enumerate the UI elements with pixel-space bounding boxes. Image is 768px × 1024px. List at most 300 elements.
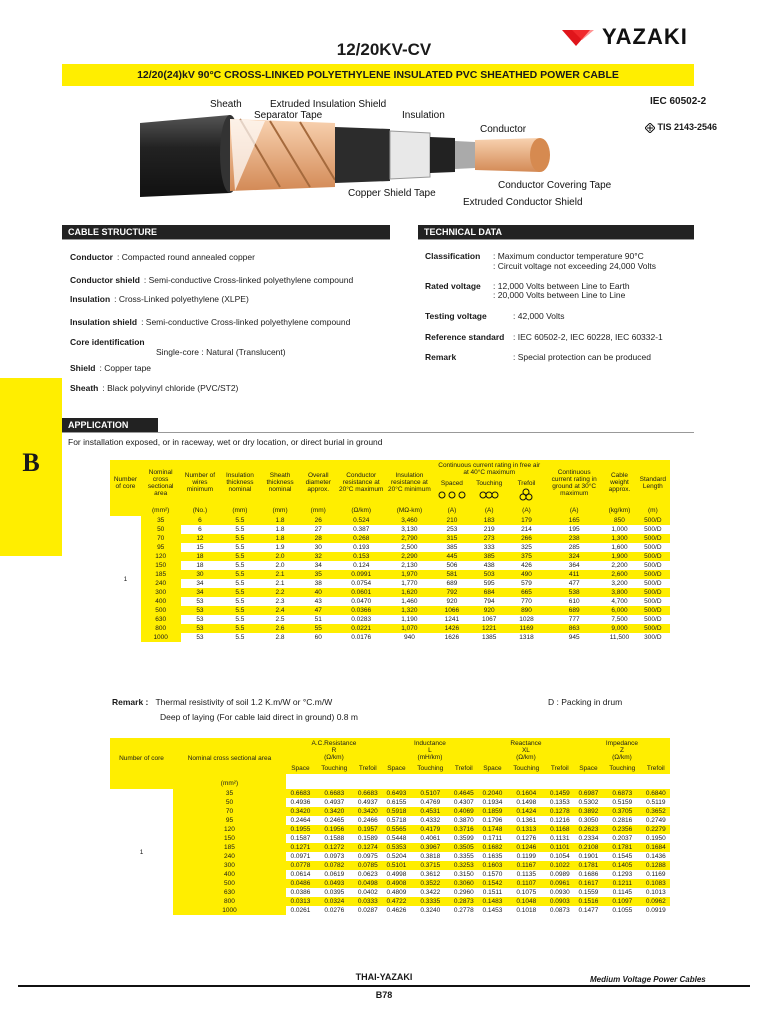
table-cell: 500/D — [644, 562, 662, 569]
table-cell: 0.0614 — [290, 871, 311, 878]
table-row — [110, 825, 670, 834]
table-cell: 2,790 — [386, 534, 434, 543]
table-cell: 0.1018 — [516, 907, 537, 914]
table-cell: 0.1361 — [516, 817, 537, 824]
table-cell: 95 — [173, 816, 286, 825]
table-cell: 0.6873 — [603, 789, 642, 798]
table-cell: 1221 — [471, 624, 508, 633]
table-cell: 53 — [196, 616, 204, 623]
table-cell: 477 — [568, 580, 580, 587]
table-cell: 240 — [173, 852, 286, 861]
label-copper-shield-tape: Copper Shield Tape — [348, 188, 436, 199]
table-row — [110, 516, 670, 525]
table-cell: 0.1101 — [546, 843, 574, 852]
table-row — [110, 888, 670, 897]
table-cell: 0.1570 — [482, 871, 503, 878]
table-cell: 2.1 — [275, 580, 285, 587]
table-cell: 185 — [141, 570, 181, 579]
td-row-circuit: : Circuit voltage not exceeding 24,000 Volts — [493, 261, 657, 271]
table-cell: 500 — [141, 606, 181, 615]
th-air-current: Continuous current rating in free air at 40°C maximum — [433, 460, 545, 478]
table-cell: 325 — [521, 544, 532, 551]
table-cell: 30 — [181, 570, 220, 579]
table-row — [110, 543, 670, 552]
table-cell: 0.5119 — [646, 799, 666, 806]
table-row — [110, 870, 670, 879]
table-cell: 0.1686 — [578, 871, 599, 878]
label-extruded-conductor-shield: Extruded Conductor Shield — [463, 197, 583, 208]
th2-core: Number of core — [110, 738, 173, 778]
th-core: Number of core — [110, 460, 141, 505]
application-heading: APPLICATION — [62, 418, 158, 432]
table-row — [110, 843, 670, 852]
table-row — [110, 816, 670, 825]
th2-spacer — [286, 778, 670, 789]
table-cell: 0.2108 — [574, 843, 603, 852]
table1-units-row — [110, 505, 670, 516]
table-cell: 5.5 — [219, 606, 260, 615]
remark-packing: D : Packing in drum — [548, 697, 623, 707]
table-cell: 18 — [196, 562, 204, 569]
table-cell: 0.1436 — [645, 853, 666, 860]
table-cell: 2,200 — [611, 562, 628, 569]
table-row — [110, 624, 670, 633]
table-cell: 240 — [141, 579, 181, 588]
table-cell: 0.0619 — [324, 871, 345, 878]
table-cell: 2.0 — [275, 562, 285, 569]
divider — [418, 239, 694, 240]
table-cell: 1385 — [481, 634, 497, 641]
table-cell: 70 — [141, 534, 181, 543]
cs-row-insulation-shield: Insulation shield : Semi-conductive Cross-linked polyethylene compound — [70, 317, 351, 327]
table-cell: 684 — [471, 588, 508, 597]
th-wires: Number of wires minimum — [181, 460, 220, 505]
td-row-classification: Classification : Maximum conductor temperature 90°C — [425, 251, 644, 261]
unit: (MΩ-km) — [386, 505, 434, 516]
table-cell: 0.2816 — [612, 817, 633, 824]
table-cell: 0.2749 — [645, 817, 666, 824]
th-insulation-resistance: Insulation resistance at 20°C minimum — [386, 460, 434, 505]
table-cell: 438 — [483, 562, 495, 569]
remark-depth: Deep of laying (For cable laid direct in ground) 0.8 m — [160, 712, 358, 722]
table2-body — [110, 789, 670, 915]
table-row — [110, 561, 670, 570]
table-cell: 0.0486 — [286, 879, 315, 888]
technical-data-section — [418, 225, 694, 240]
table-cell: 0.4769 — [420, 799, 441, 806]
table-cell: 0.1748 — [478, 825, 507, 834]
table-cell: 385 — [446, 544, 458, 551]
th-weight: Cable weight approx. — [603, 460, 636, 505]
table-cell: 5.5 — [219, 552, 260, 561]
table-cell: 0.0221 — [337, 624, 386, 633]
table-cell: 2.8 — [275, 634, 285, 641]
table-cell: 285 — [568, 544, 580, 551]
th-trefoil: Trefoil — [508, 478, 545, 505]
sub-header: Trefoil — [642, 763, 670, 774]
table-cell: 53 — [181, 606, 220, 615]
table-cell: 0.1682 — [478, 843, 507, 852]
page-number: B78 — [375, 990, 393, 1000]
table-cell: 0.4809 — [386, 889, 407, 896]
table-cell: 426 — [521, 562, 532, 569]
table-cell: 0.1901 — [578, 853, 599, 860]
table-cell: 9,000 — [603, 624, 636, 633]
table-row — [110, 807, 670, 816]
technical-data-heading: TECHNICAL DATA — [418, 225, 694, 239]
table-cell: 1028 — [519, 616, 534, 623]
td-row-testing-voltage: Testing voltage : 42,000 Volts — [425, 311, 565, 321]
table-cell: 0.3420 — [315, 807, 354, 816]
table-cell: 0.6683 — [354, 789, 382, 798]
table-cell: 0.0470 — [351, 598, 372, 605]
table-cell: 777 — [568, 616, 580, 623]
table-cell: 219 — [483, 526, 495, 533]
table-cell: 0.0395 — [324, 889, 345, 896]
table-cell: 324 — [545, 552, 603, 561]
table-cell: 3,800 — [603, 588, 636, 597]
table-cell: 0.5101 — [382, 861, 411, 870]
table-cell: 0.0782 — [315, 861, 354, 870]
table-cell: 2.5 — [275, 616, 285, 623]
table-cell: 0.1587 — [290, 835, 311, 842]
table-cell: 165 — [545, 516, 603, 525]
subtitle: 12/20(24)kV 90°C CROSS-LINKED POLYETHYLENE INSULATED PVC SHEATHED POWER CABLE — [137, 69, 619, 81]
subtitle-bar — [62, 64, 694, 86]
table-cell: 15 — [196, 544, 204, 551]
table-cell: 43 — [314, 598, 322, 605]
table-cell: 0.0971 — [290, 853, 311, 860]
table-cell: 35 — [173, 789, 286, 798]
table-cell: 0.3050 — [578, 817, 599, 824]
label-insulation: Insulation — [402, 110, 445, 121]
table-cell: 0.1169 — [646, 871, 666, 878]
table-cell: 300 — [173, 861, 286, 870]
table-cell: 0.0493 — [315, 879, 354, 888]
table-cell: 0.4937 — [357, 799, 378, 806]
table-cell: 6,000 — [603, 606, 636, 615]
table-cell: 0.4626 — [386, 907, 407, 914]
cs-row-conductor-shield: Conductor shield : Semi-conductive Cross-linked polyethylene compound — [70, 275, 354, 285]
unit: (A) — [433, 505, 470, 516]
table-row — [110, 597, 670, 606]
th-diameter: Overall diameter approx. — [300, 460, 337, 505]
table-cell: 0.2623 — [574, 825, 603, 834]
page-title: 12/20KV-CV — [336, 40, 432, 59]
table-cell: 1,600 — [611, 544, 628, 551]
table-cell: 3,130 — [401, 526, 418, 533]
table-cell: 0.1934 — [482, 799, 503, 806]
table-cell: 0.6987 — [574, 789, 603, 798]
sub-header: Trefoil — [546, 763, 574, 774]
table-cell: 0.1956 — [315, 825, 354, 834]
table-cell: 500/D — [636, 552, 670, 561]
table-cell: 445 — [433, 552, 470, 561]
sub-header: Space — [478, 763, 507, 774]
table-cell: 0.1542 — [478, 879, 507, 888]
th2-unit: (mm²) — [173, 778, 286, 789]
table-cell: 0.3505 — [450, 843, 478, 852]
table-cell: 0.0919 — [645, 907, 666, 914]
table-cell: 794 — [483, 598, 495, 605]
table-cell: 689 — [446, 580, 458, 587]
unit: (kg/km) — [603, 505, 636, 516]
cs-row-conductor: Conductor : Compacted round annealed copper — [70, 252, 255, 262]
table-cell: 6 — [181, 516, 220, 525]
cs-row-core-identification: Core identification — [70, 337, 145, 347]
table-row — [110, 879, 670, 888]
table-cell: 920 — [446, 598, 458, 605]
table-cell: 0.0975 — [357, 853, 378, 860]
table-row — [110, 570, 670, 579]
table-cell: 27 — [314, 526, 322, 533]
cable-structure-section — [62, 225, 390, 240]
table-cell: 0.6683 — [286, 789, 315, 798]
table-cell: 1241 — [444, 616, 460, 623]
table-cell: 0.0989 — [549, 871, 570, 878]
table-cell: 0.524 — [337, 516, 386, 525]
table-cell: 0.0176 — [351, 634, 372, 641]
application-section — [62, 418, 694, 447]
table-cell: 500/D — [636, 624, 670, 633]
table-cell: 0.4307 — [453, 799, 474, 806]
table-row — [110, 834, 670, 843]
table-cell: 53 — [196, 598, 204, 605]
table-cell: 945 — [568, 634, 580, 641]
table-cell: 500/D — [644, 580, 662, 587]
table-cell: 0.2037 — [612, 835, 633, 842]
table-cell: 0.0991 — [337, 570, 386, 579]
table-cell: 800 — [173, 897, 286, 906]
sub-header: Space — [286, 763, 315, 774]
cable-structure-heading: CABLE STRUCTURE — [62, 225, 390, 239]
table-cell: 500/D — [644, 598, 662, 605]
table-cell: 120 — [141, 552, 181, 561]
table-cell: 179 — [508, 516, 545, 525]
table-cell: 0.3253 — [450, 861, 478, 870]
table-cell: 40 — [300, 588, 337, 597]
table-cell: 35 — [300, 570, 337, 579]
table-cell: 0.1424 — [507, 807, 546, 816]
table-cell: 0.5565 — [382, 825, 411, 834]
table-cell: 0.5204 — [386, 853, 407, 860]
table-cell: 95 — [141, 543, 181, 552]
table-cell: 60 — [314, 634, 322, 641]
table-cell: 863 — [545, 624, 603, 633]
table-cell: 0.1055 — [612, 907, 633, 914]
th2-reactance: Reactance XL (Ω/km) — [478, 738, 574, 763]
table-cell: 195 — [568, 526, 580, 533]
table-cell: 0.0961 — [546, 879, 574, 888]
table-row — [110, 579, 670, 588]
table-cell: 53 — [196, 634, 204, 641]
table-cell: 0.268 — [337, 534, 386, 543]
table-cell: 0.1272 — [315, 843, 354, 852]
table-cell: 0.1477 — [578, 907, 599, 914]
table-cell: 0.3599 — [453, 835, 474, 842]
unit: (A) — [508, 505, 545, 516]
table-cell: 0.1167 — [507, 861, 546, 870]
table-cell: 1.8 — [260, 516, 299, 525]
remark-line: Remark : Thermal resistivity of soil 1.2 K.m/W or °C.m/W — [112, 697, 333, 707]
table-cell: 538 — [545, 588, 603, 597]
table-cell: 3,460 — [386, 516, 434, 525]
table-cell: 0.2465 — [324, 817, 345, 824]
table-row — [110, 897, 670, 906]
table-cell: 411 — [545, 570, 603, 579]
table-cell: 500/D — [644, 616, 662, 623]
table-cell: 0.387 — [353, 526, 370, 533]
table-cell: 0.1957 — [354, 825, 382, 834]
table-cell: 5.5 — [219, 624, 260, 633]
table-cell: 2.6 — [260, 624, 299, 633]
table-cell: 2,500 — [401, 544, 418, 551]
th-sheath: Sheath thickness nominal — [260, 460, 299, 505]
table-cell: 0.1135 — [516, 871, 536, 878]
table-row — [110, 534, 670, 543]
table-cell: 0.3060 — [450, 879, 478, 888]
unit: (m) — [636, 505, 670, 516]
unit: (mm) — [260, 505, 299, 516]
table-cell: 0.1353 — [549, 799, 570, 806]
table-cell: 300/D — [644, 634, 662, 641]
table-row — [110, 798, 670, 807]
table-cell: 500/D — [636, 516, 670, 525]
table-cell: 1426 — [433, 624, 470, 633]
table-cell: 0.1955 — [286, 825, 315, 834]
table-cell: 0.5302 — [578, 799, 599, 806]
table-cell: 0.0903 — [546, 897, 574, 906]
table-cell: 0.1276 — [516, 835, 537, 842]
trefoil-cables-icon — [511, 487, 541, 501]
table-cell: 0.3150 — [453, 871, 474, 878]
table-cell: 38 — [314, 580, 322, 587]
table-cell: 610 — [568, 598, 580, 605]
table-cell: 0.0313 — [286, 897, 315, 906]
table-cell: 0.1107 — [507, 879, 546, 888]
table-cell: 1318 — [519, 634, 534, 641]
table-cell: 0.153 — [337, 552, 386, 561]
table-cell: 150 — [173, 834, 286, 843]
table-cell: 2,130 — [401, 562, 418, 569]
table-cell: 0.0287 — [357, 907, 378, 914]
brand-name: YAZAKI — [602, 24, 688, 49]
table-cell: 0.0623 — [357, 871, 378, 878]
table-cell: 0.3355 — [453, 853, 474, 860]
table-cell: 5.5 — [235, 544, 245, 551]
sub-header: Touching — [411, 763, 450, 774]
table-cell: 5.5 — [235, 616, 245, 623]
table-cell: 1,300 — [603, 534, 636, 543]
table-cell: 0.2334 — [578, 835, 599, 842]
table-cell: 0.4332 — [420, 817, 441, 824]
table-cell: 0.3422 — [420, 889, 441, 896]
electrical-table — [110, 738, 670, 915]
table-cell: 0.1083 — [642, 879, 670, 888]
table-cell: 0.4722 — [382, 897, 411, 906]
table-cell: 70 — [173, 807, 286, 816]
label-conductor-covering-tape: Conductor Covering Tape — [498, 180, 612, 191]
table-cell: 0.1516 — [574, 897, 603, 906]
table-cell: 35 — [141, 516, 181, 525]
cs-row-single-core: Single-core : Natural (Translucent) — [156, 347, 286, 357]
table-cell: 0.5159 — [612, 799, 633, 806]
table-cell: 0.2778 — [453, 907, 474, 914]
table-cell: 5.5 — [235, 634, 245, 641]
th2-impedance: Impedance Z (Ω/km) — [574, 738, 670, 763]
label-extruded-insulation-shield: Extruded Insulation Shield — [270, 99, 387, 110]
table-cell: 34 — [314, 562, 322, 569]
table-cell: 53 — [181, 624, 220, 633]
table-cell: 5.5 — [219, 534, 260, 543]
table-cell: 253 — [446, 526, 458, 533]
table-cell: 665 — [508, 588, 545, 597]
table-cell: 18 — [181, 552, 220, 561]
table-cell: 0.6683 — [315, 789, 354, 798]
th2-area: Nominal cross sectional area — [173, 738, 286, 778]
table-cell: 0.1168 — [546, 825, 574, 834]
table-cell: 1,070 — [386, 624, 434, 633]
table-cell: 0.1498 — [516, 799, 537, 806]
label-sheath: Sheath — [210, 99, 242, 110]
table-cell: 11,500 — [609, 634, 630, 641]
table-row — [110, 615, 670, 624]
table-cell: 0.1781 — [603, 843, 642, 852]
table-cell: 0.2464 — [290, 817, 311, 824]
cable-spec-table — [110, 460, 670, 642]
table-cell: 1000 — [173, 906, 286, 915]
table-cell: 0.2040 — [478, 789, 507, 798]
table-cell: 0.0366 — [337, 606, 386, 615]
table-cell: 2.4 — [260, 606, 299, 615]
table-cell: 120 — [173, 825, 286, 834]
table1-header-row — [110, 460, 670, 478]
table-cell: 490 — [508, 570, 545, 579]
table1-body — [110, 516, 670, 642]
table-cell: 579 — [521, 580, 532, 587]
table-cell: 500/D — [636, 534, 670, 543]
table-cell: 0.1459 — [546, 789, 574, 798]
table-row — [110, 861, 670, 870]
table-cell: 0.0324 — [315, 897, 354, 906]
table-row — [110, 588, 670, 597]
table-cell: 500/D — [636, 570, 670, 579]
table-cell: 1,620 — [386, 588, 434, 597]
unit: (A) — [545, 505, 603, 516]
sub-header: Space — [382, 763, 411, 774]
table-cell: 630 — [141, 615, 181, 624]
table-cell: 0.6493 — [382, 789, 411, 798]
table-cell: 0.1199 — [516, 853, 536, 860]
table-cell: 940 — [403, 634, 415, 641]
table-cell: 500/D — [644, 526, 662, 533]
table-cell: 0.3240 — [420, 907, 441, 914]
table-cell: 1.8 — [275, 526, 285, 533]
table-cell: 0.4908 — [382, 879, 411, 888]
table-cell: 50 — [173, 798, 286, 807]
table-cell: 0.1211 — [603, 879, 642, 888]
sub-header: Space — [574, 763, 603, 774]
table-row — [110, 525, 670, 534]
table-cell: 28 — [300, 534, 337, 543]
th-ground-current: Continuous current rating in ground at 30°C maximum — [545, 460, 603, 505]
sub-header: Touching — [315, 763, 354, 774]
table-cell: 0.0873 — [549, 907, 570, 914]
brand-logo — [560, 24, 688, 50]
table-cell: 0.0930 — [549, 889, 570, 896]
cs-row-insulation: Insulation : Cross-Linked polyethylene (XLPE) — [70, 294, 249, 304]
table-cell: 0.0962 — [642, 897, 670, 906]
